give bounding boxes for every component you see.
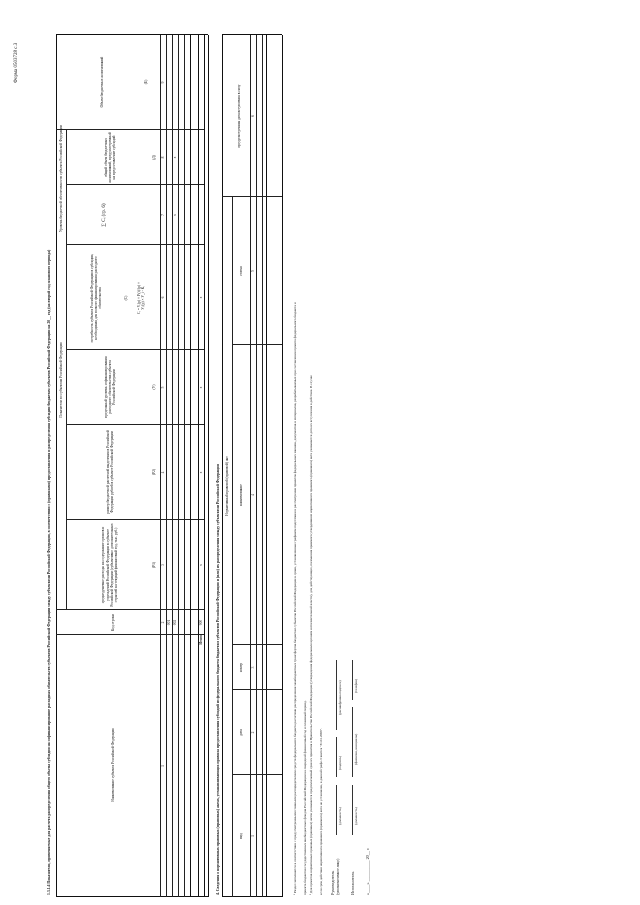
s2-header-number: номер [238, 662, 243, 673]
header-col-5: предельный уровень софинансирования расходного обязательства субъекта Российской Федерации [103, 356, 117, 418]
footnote-1-cont: проекта бюджетов государственных внебюджетных фондов Российской Федерации на очередной финансовый год и плановый период. [303, 700, 307, 895]
date-line: «____» __________ 20__ г. [365, 847, 370, 895]
footnote-2: ² Для проектов нормативных правовых (правовых) актов указывается предполагаемый срок их принятия в Правительстве Российской Федерации (утверждения федеральным органом исполнительной власти), для действующих, положения правового утвердившим нормативного правового (правового) акта указывается дата их вступления в действие. В случае [309, 375, 313, 895]
row-code-900: 900 [198, 619, 203, 626]
header-col-8: общий объем бюджетных ассигнований, предусмотренный на предоставление субсидий [103, 132, 117, 183]
section2-title: 4. Сведения о нормативных правовых (правовых) актах, устанавливающих правила предоставления субсидий из федерального бюджета бюджетам субъектов Российской Федерации и (или) их распределения между субъектами Российской Федерации [216, 464, 220, 895]
header-col-9: Объем бюджетных ассигнований [99, 56, 104, 108]
position-caption: (должность) [338, 807, 342, 825]
executor-position-caption: (должность) [354, 807, 358, 825]
row-mark: x [172, 156, 177, 159]
row-mark: x [172, 214, 177, 216]
header-col-6-formula: Сᵢ = Vᵢ(p) × Рᵢ(t)/(p) × Уᵢ/(p) × У_i - Кᵢ [136, 281, 145, 315]
s2-colnum: 4 [250, 494, 255, 496]
colnum-5: 5 [160, 386, 165, 389]
colnum-6: 6 [160, 296, 165, 299]
s2-header-title: наименование [238, 484, 243, 506]
head-label: Руководитель [330, 870, 335, 895]
row-code-001: 001 [166, 619, 171, 626]
colnum-9: 9 [160, 81, 165, 84]
colnum-4: 4 [160, 471, 165, 474]
s2-header-kind: вид [238, 833, 243, 839]
s2-header-effective-date: предусмотренная дата вступления в силу [236, 84, 241, 148]
header-col-4-idx: (Р2) [151, 468, 156, 476]
s2-colnum: 1 [250, 835, 255, 837]
signature-caption: (подпись) [338, 755, 342, 770]
section2-group-header: Нормативный правовой (правовой) акт [225, 456, 230, 516]
header-col-6-idx: (С) [123, 295, 128, 301]
header-col-9-idx: (Е) [143, 79, 148, 85]
header-col-8-idx: (Д) [151, 155, 156, 160]
header-col-4: размер бюджетной расчетной выделения в Российской Федерации рублей в субъекте Российской Федерации [105, 430, 114, 514]
phone-caption: (телефон) [354, 678, 358, 693]
header-group-level: Уровень бюджетной обеспеченности субъекта Российской Федерации [59, 125, 64, 233]
colnum-7: 7 [160, 214, 165, 216]
form-code-label: Форма 0503728 с.3 [14, 42, 19, 83]
total-mark: x [198, 564, 203, 566]
colnum-1: 1 [160, 765, 165, 767]
s2-header-article: статья [238, 266, 243, 276]
total-mark: x [198, 471, 203, 474]
s2-header-date: дата [238, 729, 243, 736]
total-mark: x [198, 386, 203, 389]
decoding-caption: (расшифровка подписи) [338, 680, 342, 715]
s2-colnum: 6 [250, 115, 255, 117]
s2-colnum: 2 [250, 731, 255, 734]
section1-title: 1.3.1.4 Показатели, применяемые для расчета распределения общего объема субсидии на софинансирование расходных обязательств субъектов Российской Федерации между субъектами Российской Федерации, в соответствии с (правилами) предоставления и распределения субсидии бюджетам субъектов Российской Федерации на 20__ год (на второй год планового периода) [47, 249, 51, 895]
header-col-6: потребность субъекта Российской Федерации в субсидии, необходимая для полного финансирования расходного обязательства [89, 253, 103, 343]
total-label: Итого [198, 635, 203, 645]
header-col-3-idx: (Р1) [151, 561, 156, 569]
colnum-3: 3 [160, 564, 165, 566]
total-mark: x [198, 296, 203, 299]
header-group-indicators: Показатели по субъектам Российской Федерации [59, 342, 64, 418]
head-sub-label: (уполномоченное лицо) [336, 858, 340, 895]
header-col-5-idx: (У) [151, 384, 156, 390]
footnote-2-cont: если срок действия нормативного правового (правового) акта не установлен, в данной графе ставится "31.01.2099". [319, 728, 323, 895]
header-region-name: Наименование субъекта Российской Федерации [110, 728, 115, 802]
header-col-7-formula: ∑ Сᵢ (гр. 6) [101, 203, 107, 227]
s2-colnum: 3 [250, 666, 255, 669]
header-row-code: Код строки [110, 613, 115, 632]
header-col-3: среднедушевые расходы на содержание органов и учреждений Российской Федерации в субъекте Российской Федерации (субъективно дополнительных отраслей на текущий финансовый год, тыс. руб.) [101, 523, 119, 607]
executor-label: Исполнитель [350, 871, 355, 895]
colnum-2: 2 [160, 621, 165, 624]
executor-name-caption: (фамилия, инициалы) [354, 733, 358, 765]
s2-colnum: 5 [250, 270, 255, 272]
footnote-1: ¹ Раздел заполняется в соответствии с предусмотренными главными распорядителями средств федерального бюджета расчетами распределения межбюджетных трансфертов бюджетам субъектов Российской Федерации в сроки, установленные графиком подготовки и рассмотрения проектов федеральных законов, документов и материалов, разрабатываемых при составлении проекта федерального бюджета и [293, 302, 297, 895]
row-code-002: 002 [172, 619, 177, 626]
colnum-8: 8 [160, 156, 165, 159]
